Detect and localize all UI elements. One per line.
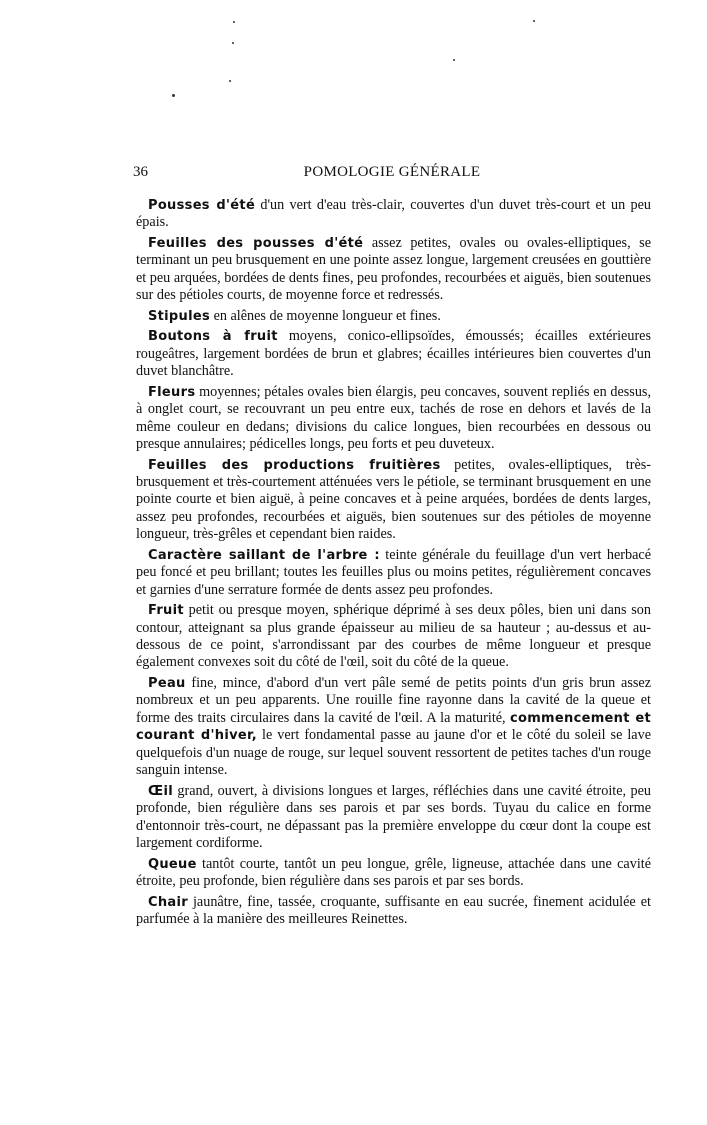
paragraph-feuilles-productions	[136, 457, 651, 544]
entry-text: petites, ovales-elliptiques, très-brusquement et très-courtement atténuées vers le pétiole, se terminant brusquement en une pointe courte et bien aiguë, à peine concaves et à peine arquées, bordées de dents larges, assez peu profondes, recourbées et aiguës, bien soutenues sur des pétioles de moyenne longueur, très-grêles et cependant bien raides.	[136, 456, 651, 543]
entry-text: en alênes de moyenne longueur et fines.	[210, 307, 441, 324]
entry-text: petit ou presque moyen, sphérique déprimé à ses deux pôles, bien uni dans son contour, atteignant sa plus grande épaisseur au milieu de sa hauteur ; au-dessus et au-dessous de ce point, s'arrondissant par des courbes de même longueur et presque également convexes soit du côté de l'œil, soit du côté de la queue.	[136, 602, 651, 671]
entry-text-continued: le vert fondamental passe au jaune d'or et le côté du soleil se lave quelquefois d'un nuage de rouge, sur lequel souvent ressortent de petites taches d'un rouge sanguin intense.	[136, 727, 651, 779]
entry-text: grand, ouvert, à divisions longues et larges, réfléchies dans une cavité étroite, peu profonde, bien régulière dans ses parois et par ses bords. Tuyau du calice en forme d'entonnoir très-court, ne dépassant pas la première enveloppe du cœur dont la coupe est largement cordiforme.	[136, 782, 651, 851]
entry-text: assez petites, ovales ou ovales-elliptiques, se terminant un peu brusquement en une pointe assez longue, largement creusées en gouttière et peu arquées, bordées de dents fines, peu profondes, recourbées et aiguës, bien soutenues sur des pétioles courts, de moyenne force et redressés.	[136, 235, 652, 304]
maturity-period: commencement et courant d'hiver,	[136, 710, 651, 744]
paragraph-chair	[136, 894, 651, 929]
entry-heading: Pousses d'été	[148, 198, 256, 213]
page-body	[136, 197, 651, 932]
entry-text: tantôt courte, tantôt un peu longue, grêle, ligneuse, attachée dans une cavité étroite, peu profonde, bien régulière dans ses parois et par ses bords.	[136, 855, 651, 889]
entry-heading: Feuilles des pousses d'été	[148, 236, 364, 251]
paragraph-fleurs	[136, 384, 651, 454]
entry-text: d'un vert d'eau très-clair, couvertes d'un duvet très-court et un peu épais.	[136, 197, 651, 231]
running-title: POMOLOGIE GÉNÉRALE	[303, 164, 481, 180]
page-number: 36	[133, 164, 148, 180]
scan-speck	[233, 21, 235, 23]
paragraph-oeil	[136, 783, 651, 853]
entry-heading: Chair	[148, 894, 188, 910]
entry-text: moyens, conico-ellipsoïdes, émoussés; écailles extérieures rougeâtres, largement bordées de brun et glabres; écailles intérieures bien couvertes d'un duvet blanchâtre.	[136, 328, 651, 380]
entry-heading: Fleurs	[148, 384, 196, 400]
scan-speck	[533, 20, 535, 22]
entry-heading: Caractère saillant de l'arbre :	[148, 547, 380, 563]
paragraph-boutons	[136, 328, 651, 380]
paragraph-caractere	[136, 547, 651, 599]
scan-speck	[229, 80, 231, 82]
paragraph-fruit	[136, 602, 651, 672]
entry-text: jaunâtre, fine, tassée, croquante, suffisante en eau sucrée, finement acidulée et parfumée à la manière des meilleures Reinettes.	[136, 893, 651, 927]
scan-speck	[172, 94, 175, 97]
entry-heading: Fruit	[148, 603, 184, 619]
entry-heading: Feuilles des productions fruitières	[148, 457, 441, 473]
scan-speck	[453, 59, 455, 61]
paragraph-stipules	[136, 308, 651, 325]
entry-heading: Œil	[148, 783, 173, 799]
entry-text: fine, mince, d'abord d'un vert pâle semé de petits points d'un gris brun assez nombreux et un peu apparents. Une rouille fine rayonne dans la cavité de la queue et forme des traits circulaires dans la cavité de l'œil. A la maturité,	[136, 675, 651, 726]
entry-heading: Peau	[148, 676, 186, 692]
entry-heading: Stipules	[148, 308, 211, 324]
paragraph-feuilles-pousses	[136, 235, 651, 305]
entry-heading: Boutons à fruit	[148, 329, 278, 345]
entry-text: teinte générale du feuillage d'un vert herbacé peu foncé et peu brillant; toutes les feuilles plus ou moins petites, régulièrement concaves et garnies d'une serrature formée de dents assez peu profondes.	[136, 546, 651, 598]
paragraph-pousses	[136, 197, 651, 232]
entry-heading: Queue	[148, 856, 197, 872]
page-header	[133, 164, 651, 184]
paragraph-queue	[136, 856, 651, 891]
scan-speck	[232, 42, 234, 44]
entry-text: moyennes; pétales ovales bien élargis, peu concaves, souvent repliés en dessus, à onglet court, se recouvrant un peu entre eux, tachés de rose en dehors et lavés de la même couleur en dedans; divisions du calice longues, bien recourbées en dessous ou presque annulaires; pédicelles longs, peu forts et peu duveteux.	[136, 383, 651, 453]
paragraph-peau	[136, 675, 651, 779]
